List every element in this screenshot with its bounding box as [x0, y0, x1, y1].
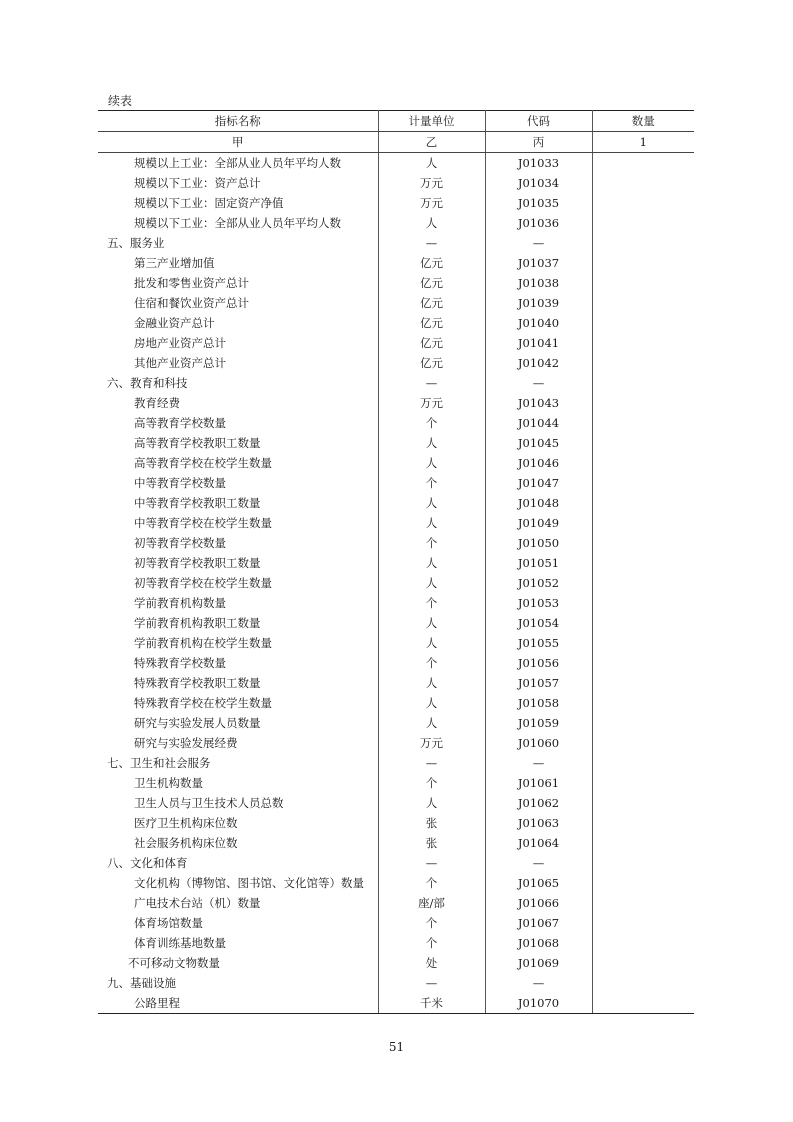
quantity-cell: [592, 293, 694, 313]
table-row: [98, 713, 694, 733]
quantity-cell: [592, 413, 694, 433]
indicator-name-cell: 八、文化和体育: [98, 853, 378, 873]
unit-cell: 人: [378, 433, 485, 453]
header-code: 代码: [485, 111, 592, 132]
table-row: [98, 213, 694, 233]
indicator-table-container: [98, 110, 694, 1014]
unit-cell: 亿元: [378, 293, 485, 313]
quantity-cell: [592, 653, 694, 673]
code-cell: J01048: [485, 493, 592, 513]
code-cell: J01044: [485, 413, 592, 433]
unit-cell: 个: [378, 873, 485, 893]
quantity-cell: [592, 273, 694, 293]
indicator-name-cell: 金融业资产总计: [98, 313, 378, 333]
indicator-name-cell: 广电技术台站（机）数量: [98, 893, 378, 913]
table-row: [98, 833, 694, 853]
quantity-cell: [592, 173, 694, 193]
header-quantity: 数量: [592, 111, 694, 132]
indicator-name-cell: 卫生人员与卫生技术人员总数: [98, 793, 378, 813]
indicator-table: [98, 110, 694, 1014]
unit-cell: 人: [378, 793, 485, 813]
quantity-cell: [592, 613, 694, 633]
unit-cell: 万元: [378, 193, 485, 213]
code-cell: J01061: [485, 773, 592, 793]
table-row: [98, 153, 694, 174]
quantity-cell: [592, 913, 694, 933]
code-cell: J01035: [485, 193, 592, 213]
section-row: [98, 233, 694, 253]
code-cell: —: [485, 973, 592, 993]
table-row: [98, 633, 694, 653]
quantity-cell: [592, 893, 694, 913]
indicator-name-cell: 学前教育机构在校学生数量: [98, 633, 378, 653]
quantity-cell: [592, 933, 694, 953]
unit-cell: 个: [378, 533, 485, 553]
code-cell: J01054: [485, 613, 592, 633]
unit-cell: —: [378, 753, 485, 773]
table-row: [98, 613, 694, 633]
code-cell: J01070: [485, 993, 592, 1014]
unit-cell: 万元: [378, 173, 485, 193]
page-number: 51: [388, 1040, 405, 1054]
indicator-name-cell: 教育经费: [98, 393, 378, 413]
quantity-cell: [592, 833, 694, 853]
unit-cell: 人: [378, 713, 485, 733]
indicator-name-cell: 特殊教育学校数量: [98, 653, 378, 673]
table-row: [98, 913, 694, 933]
code-cell: —: [485, 373, 592, 393]
subheader-code: 丙: [485, 132, 592, 153]
code-cell: J01053: [485, 593, 592, 613]
unit-cell: 人: [378, 613, 485, 633]
table-row: [98, 733, 694, 753]
code-cell: J01051: [485, 553, 592, 573]
table-row: [98, 193, 694, 213]
indicator-name-cell: 中等教育学校数量: [98, 473, 378, 493]
indicator-name-cell: 体育训练基地数量: [98, 933, 378, 953]
header-unit: 计量单位: [378, 111, 485, 132]
quantity-cell: [592, 333, 694, 353]
table-row: [98, 873, 694, 893]
code-cell: J01062: [485, 793, 592, 813]
code-cell: J01052: [485, 573, 592, 593]
table-row: [98, 793, 694, 813]
code-cell: J01041: [485, 333, 592, 353]
quantity-cell: [592, 773, 694, 793]
unit-cell: 人: [378, 573, 485, 593]
unit-cell: 个: [378, 593, 485, 613]
unit-cell: 个: [378, 473, 485, 493]
indicator-name-cell: 中等教育学校教职工数量: [98, 493, 378, 513]
quantity-cell: [592, 213, 694, 233]
quantity-cell: [592, 193, 694, 213]
indicator-name-cell: 卫生机构数量: [98, 773, 378, 793]
indicator-name-cell: 初等教育学校数量: [98, 533, 378, 553]
quantity-cell: [592, 713, 694, 733]
table-row: [98, 533, 694, 553]
indicator-name-cell: 规模以下工业：资产总计: [98, 173, 378, 193]
quantity-cell: [592, 753, 694, 773]
code-cell: J01045: [485, 433, 592, 453]
table-row: [98, 433, 694, 453]
quantity-cell: [592, 513, 694, 533]
unit-cell: 人: [378, 153, 485, 174]
table-row: [98, 453, 694, 473]
unit-cell: 人: [378, 493, 485, 513]
indicator-name-cell: 文化机构（博物馆、图书馆、文化馆等）数量: [98, 873, 378, 893]
quantity-cell: [592, 493, 694, 513]
quantity-cell: [592, 633, 694, 653]
subheader-unit: 乙: [378, 132, 485, 153]
quantity-cell: [592, 993, 694, 1014]
table-row: [98, 413, 694, 433]
code-cell: J01042: [485, 353, 592, 373]
unit-cell: 亿元: [378, 313, 485, 333]
table-row: [98, 473, 694, 493]
code-cell: J01067: [485, 913, 592, 933]
quantity-cell: [592, 533, 694, 553]
unit-cell: 亿元: [378, 273, 485, 293]
table-row: [98, 553, 694, 573]
unit-cell: 人: [378, 633, 485, 653]
code-cell: J01046: [485, 453, 592, 473]
table-row: [98, 573, 694, 593]
code-cell: J01037: [485, 253, 592, 273]
code-cell: J01047: [485, 473, 592, 493]
unit-cell: 人: [378, 553, 485, 573]
unit-cell: 人: [378, 213, 485, 233]
indicator-name-cell: 研究与实验发展经费: [98, 733, 378, 753]
code-cell: J01033: [485, 153, 592, 174]
table-row: [98, 693, 694, 713]
quantity-cell: [592, 733, 694, 753]
indicator-name-cell: 五、服务业: [98, 233, 378, 253]
indicator-name-cell: 其他产业资产总计: [98, 353, 378, 373]
table-row: [98, 313, 694, 333]
unit-cell: —: [378, 373, 485, 393]
section-row: [98, 753, 694, 773]
unit-cell: 人: [378, 693, 485, 713]
indicator-name-cell: 第三产业增加值: [98, 253, 378, 273]
table-row: [98, 653, 694, 673]
indicator-name-cell: 规模以上工业：全部从业人员年平均人数: [98, 153, 378, 174]
indicator-name-cell: 初等教育学校教职工数量: [98, 553, 378, 573]
unit-cell: 个: [378, 913, 485, 933]
quantity-cell: [592, 593, 694, 613]
unit-cell: 个: [378, 773, 485, 793]
code-cell: J01060: [485, 733, 592, 753]
quantity-cell: [592, 453, 694, 473]
indicator-name-cell: 学前教育机构教职工数量: [98, 613, 378, 633]
quantity-cell: [592, 313, 694, 333]
indicator-name-cell: 特殊教育学校在校学生数量: [98, 693, 378, 713]
quantity-cell: [592, 973, 694, 993]
unit-cell: —: [378, 233, 485, 253]
unit-cell: 个: [378, 413, 485, 433]
code-cell: J01066: [485, 893, 592, 913]
table-row: [98, 513, 694, 533]
table-row: [98, 333, 694, 353]
code-cell: J01038: [485, 273, 592, 293]
unit-cell: 亿元: [378, 353, 485, 373]
unit-cell: 万元: [378, 733, 485, 753]
indicator-name-cell: 不可移动文物数量: [98, 953, 378, 973]
code-cell: J01056: [485, 653, 592, 673]
code-cell: —: [485, 753, 592, 773]
indicator-name-cell: 高等教育学校在校学生数量: [98, 453, 378, 473]
indicator-name-cell: 学前教育机构数量: [98, 593, 378, 613]
quantity-cell: [592, 373, 694, 393]
quantity-cell: [592, 573, 694, 593]
subheader-quantity: 1: [592, 132, 694, 153]
indicator-name-cell: 高等教育学校教职工数量: [98, 433, 378, 453]
table-row: [98, 393, 694, 413]
indicator-name-cell: 七、卫生和社会服务: [98, 753, 378, 773]
quantity-cell: [592, 793, 694, 813]
code-cell: J01064: [485, 833, 592, 853]
code-cell: —: [485, 233, 592, 253]
unit-cell: —: [378, 973, 485, 993]
table-body: [98, 153, 694, 1014]
indicator-name-cell: 医疗卫生机构床位数: [98, 813, 378, 833]
code-cell: —: [485, 853, 592, 873]
code-cell: J01043: [485, 393, 592, 413]
section-row: [98, 973, 694, 993]
table-row: [98, 293, 694, 313]
table-row: [98, 773, 694, 793]
code-cell: J01063: [485, 813, 592, 833]
indicator-name-cell: 中等教育学校在校学生数量: [98, 513, 378, 533]
unit-cell: 人: [378, 673, 485, 693]
code-cell: J01059: [485, 713, 592, 733]
indicator-name-cell: 九、基础设施: [98, 973, 378, 993]
code-cell: J01049: [485, 513, 592, 533]
quantity-cell: [592, 473, 694, 493]
unit-cell: 亿元: [378, 253, 485, 273]
unit-cell: 处: [378, 953, 485, 973]
table-row: [98, 893, 694, 913]
code-cell: J01039: [485, 293, 592, 313]
code-cell: J01050: [485, 533, 592, 553]
section-row: [98, 853, 694, 873]
subheader-name: 甲: [98, 132, 378, 153]
table-row: [98, 993, 694, 1014]
quantity-cell: [592, 813, 694, 833]
quantity-cell: [592, 153, 694, 174]
table-row: [98, 933, 694, 953]
code-cell: J01040: [485, 313, 592, 333]
quantity-cell: [592, 353, 694, 373]
quantity-cell: [592, 853, 694, 873]
unit-cell: 张: [378, 833, 485, 853]
indicator-name-cell: 房地产业资产总计: [98, 333, 378, 353]
code-cell: J01057: [485, 673, 592, 693]
unit-cell: 亿元: [378, 333, 485, 353]
code-cell: J01034: [485, 173, 592, 193]
indicator-name-cell: 研究与实验发展人员数量: [98, 713, 378, 733]
quantity-cell: [592, 953, 694, 973]
quantity-cell: [592, 553, 694, 573]
indicator-name-cell: 公路里程: [98, 993, 378, 1014]
quantity-cell: [592, 233, 694, 253]
table-row: [98, 173, 694, 193]
continued-label: 续表: [108, 94, 133, 108]
unit-cell: 个: [378, 933, 485, 953]
code-cell: J01069: [485, 953, 592, 973]
section-row: [98, 373, 694, 393]
unit-cell: 千米: [378, 993, 485, 1014]
table-row: [98, 953, 694, 973]
unit-cell: 人: [378, 513, 485, 533]
table-row: [98, 593, 694, 613]
table-header-row: [98, 111, 694, 132]
quantity-cell: [592, 673, 694, 693]
indicator-name-cell: 高等教育学校数量: [98, 413, 378, 433]
table-row: [98, 253, 694, 273]
indicator-name-cell: 批发和零售业资产总计: [98, 273, 378, 293]
quantity-cell: [592, 873, 694, 893]
unit-cell: 万元: [378, 393, 485, 413]
code-cell: J01055: [485, 633, 592, 653]
header-indicator-name: 指标名称: [98, 111, 378, 132]
quantity-cell: [592, 693, 694, 713]
indicator-name-cell: 特殊教育学校教职工数量: [98, 673, 378, 693]
indicator-name-cell: 规模以下工业：固定资产净值: [98, 193, 378, 213]
code-cell: J01065: [485, 873, 592, 893]
indicator-name-cell: 规模以下工业：全部从业人员年平均人数: [98, 213, 378, 233]
unit-cell: 座/部: [378, 893, 485, 913]
table-subheader-row: [98, 132, 694, 153]
indicator-name-cell: 住宿和餐饮业资产总计: [98, 293, 378, 313]
table-row: [98, 273, 694, 293]
code-cell: J01068: [485, 933, 592, 953]
table-row: [98, 353, 694, 373]
table-row: [98, 673, 694, 693]
indicator-name-cell: 社会服务机构床位数: [98, 833, 378, 853]
table-row: [98, 813, 694, 833]
unit-cell: 张: [378, 813, 485, 833]
quantity-cell: [592, 393, 694, 413]
indicator-name-cell: 初等教育学校在校学生数量: [98, 573, 378, 593]
indicator-name-cell: 体育场馆数量: [98, 913, 378, 933]
quantity-cell: [592, 433, 694, 453]
unit-cell: —: [378, 853, 485, 873]
table-row: [98, 493, 694, 513]
code-cell: J01058: [485, 693, 592, 713]
unit-cell: 人: [378, 453, 485, 473]
indicator-name-cell: 六、教育和科技: [98, 373, 378, 393]
quantity-cell: [592, 253, 694, 273]
unit-cell: 个: [378, 653, 485, 673]
code-cell: J01036: [485, 213, 592, 233]
